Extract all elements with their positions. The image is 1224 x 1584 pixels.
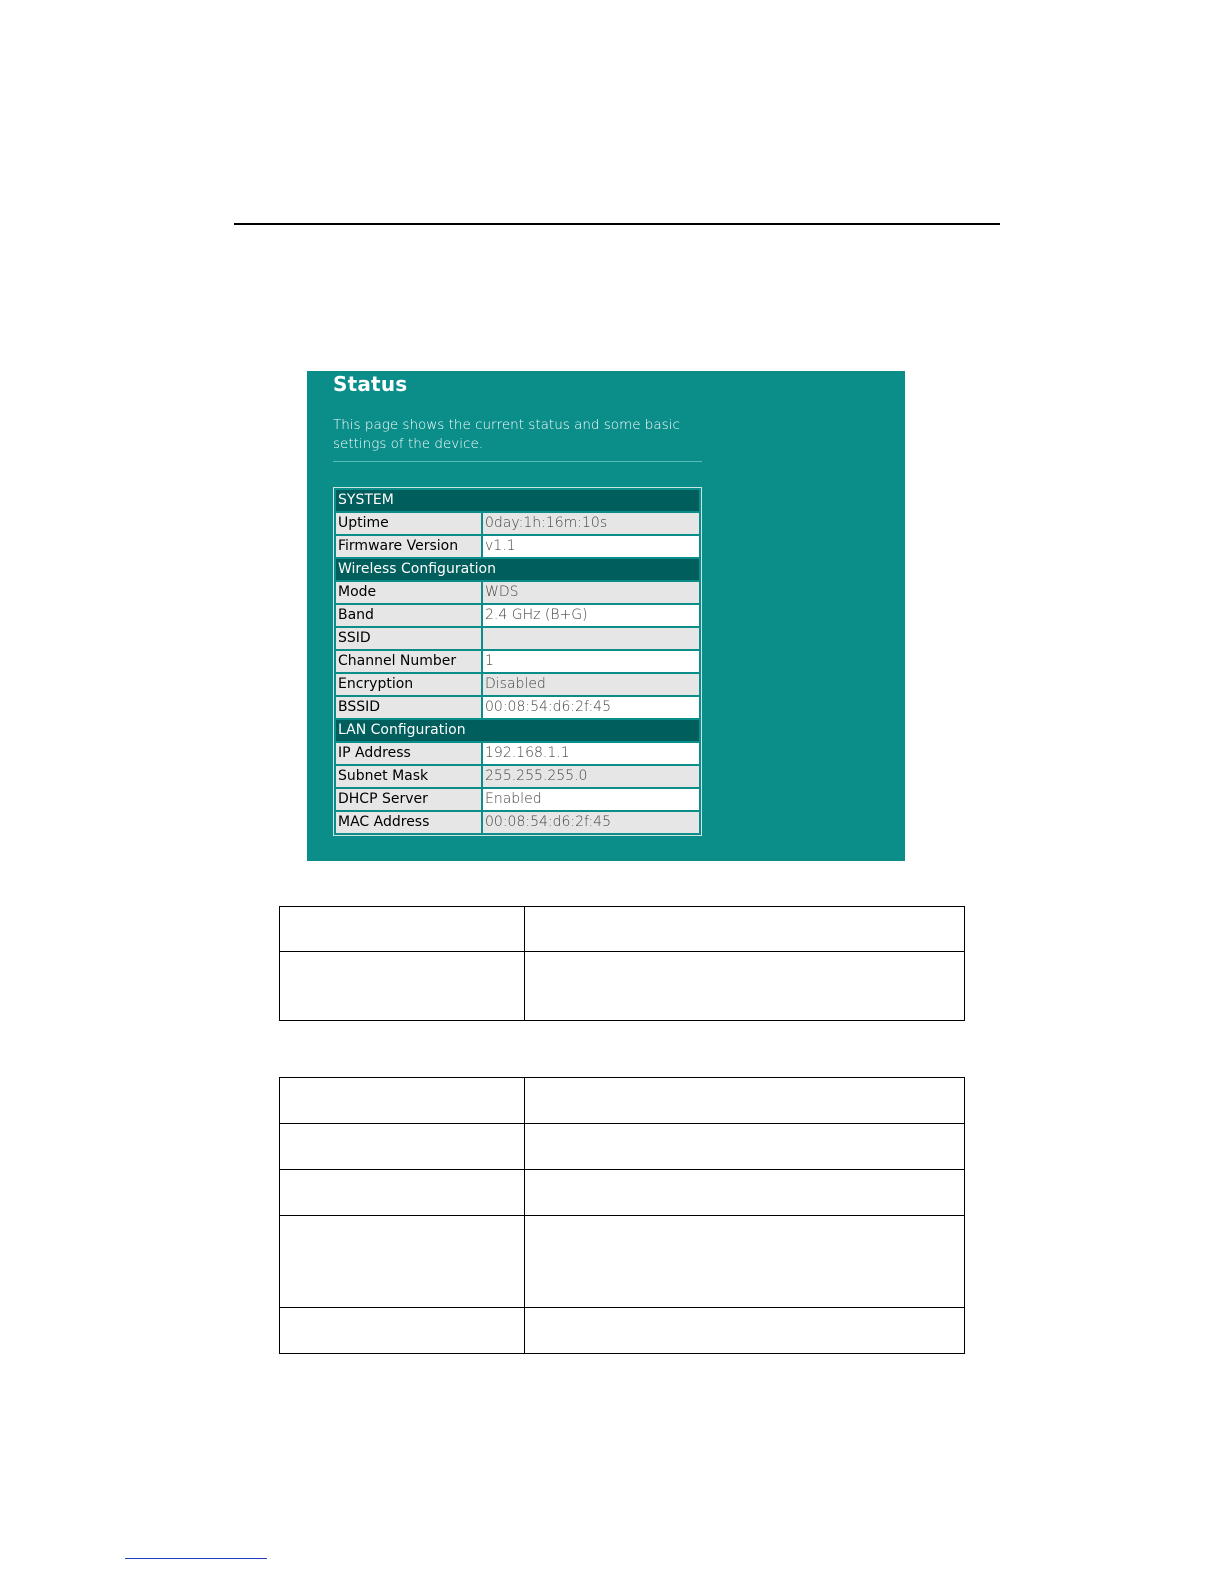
row-value: 1 bbox=[483, 651, 699, 672]
table-cell bbox=[525, 1308, 965, 1354]
table-row bbox=[336, 697, 699, 718]
table-row bbox=[336, 812, 699, 833]
row-label: Subnet Mask bbox=[336, 766, 481, 787]
table-cell bbox=[525, 1170, 965, 1216]
table-row bbox=[336, 605, 699, 626]
empty-table-1 bbox=[279, 906, 965, 1021]
section-header-system: SYSTEM bbox=[336, 490, 699, 511]
row-value: 255.255.255.0 bbox=[483, 766, 699, 787]
row-value: 2.4 GHz (B+G) bbox=[483, 605, 699, 626]
table-row bbox=[280, 1078, 965, 1124]
table-row bbox=[336, 651, 699, 672]
page-description: This page shows the current status and some basic settings of the device. bbox=[333, 417, 680, 452]
table-cell bbox=[525, 907, 965, 952]
table-cell bbox=[280, 1216, 525, 1308]
row-value: 00:08:54:d6:2f:45 bbox=[483, 812, 699, 833]
table-cell bbox=[280, 1170, 525, 1216]
row-label: Band bbox=[336, 605, 481, 626]
row-value: v1.1 bbox=[483, 536, 699, 557]
table-row bbox=[336, 628, 699, 649]
table-row bbox=[336, 674, 699, 695]
table-row bbox=[336, 536, 699, 557]
row-value: 0day:1h:16m:10s bbox=[483, 513, 699, 534]
row-label: Channel Number bbox=[336, 651, 481, 672]
row-label: BSSID bbox=[336, 697, 481, 718]
row-label: Mode bbox=[336, 582, 481, 603]
table-cell bbox=[525, 952, 965, 1021]
table-row bbox=[280, 952, 965, 1021]
row-label: Firmware Version bbox=[336, 536, 481, 557]
table-row bbox=[336, 766, 699, 787]
table-cell bbox=[280, 907, 525, 952]
section-header-lan: LAN Configuration bbox=[336, 720, 699, 741]
table-row bbox=[336, 582, 699, 603]
row-label: DHCP Server bbox=[336, 789, 481, 810]
row-label: IP Address bbox=[336, 743, 481, 764]
row-label: SSID bbox=[336, 628, 481, 649]
table-row bbox=[336, 789, 699, 810]
empty-table-2 bbox=[279, 1077, 965, 1354]
table-row bbox=[280, 1170, 965, 1216]
row-label: MAC Address bbox=[336, 812, 481, 833]
row-value: Disabled bbox=[483, 674, 699, 695]
row-value: 192.168.1.1 bbox=[483, 743, 699, 764]
table-cell bbox=[280, 1308, 525, 1354]
table-cell bbox=[525, 1078, 965, 1124]
footnote-link-underline[interactable] bbox=[125, 1558, 267, 1559]
table-cell bbox=[280, 952, 525, 1021]
row-value: Enabled bbox=[483, 789, 699, 810]
table-cell bbox=[280, 1078, 525, 1124]
status-table bbox=[333, 487, 702, 836]
table-row bbox=[280, 1124, 965, 1170]
table-row bbox=[280, 1308, 965, 1354]
table-cell bbox=[525, 1216, 965, 1308]
table-row bbox=[336, 743, 699, 764]
row-value bbox=[483, 628, 699, 649]
row-label: Encryption bbox=[336, 674, 481, 695]
table-cell bbox=[525, 1124, 965, 1170]
page-title: Status bbox=[333, 372, 408, 396]
description-divider bbox=[333, 461, 702, 462]
header-rule bbox=[234, 223, 1000, 225]
section-header-wireless: Wireless Configuration bbox=[336, 559, 699, 580]
row-label: Uptime bbox=[336, 513, 481, 534]
table-cell bbox=[280, 1124, 525, 1170]
row-value: WDS bbox=[483, 582, 699, 603]
table-row bbox=[280, 907, 965, 952]
table-row bbox=[280, 1216, 965, 1308]
row-value: 00:08:54:d6:2f:45 bbox=[483, 697, 699, 718]
status-screenshot bbox=[307, 371, 905, 861]
table-row bbox=[336, 513, 699, 534]
